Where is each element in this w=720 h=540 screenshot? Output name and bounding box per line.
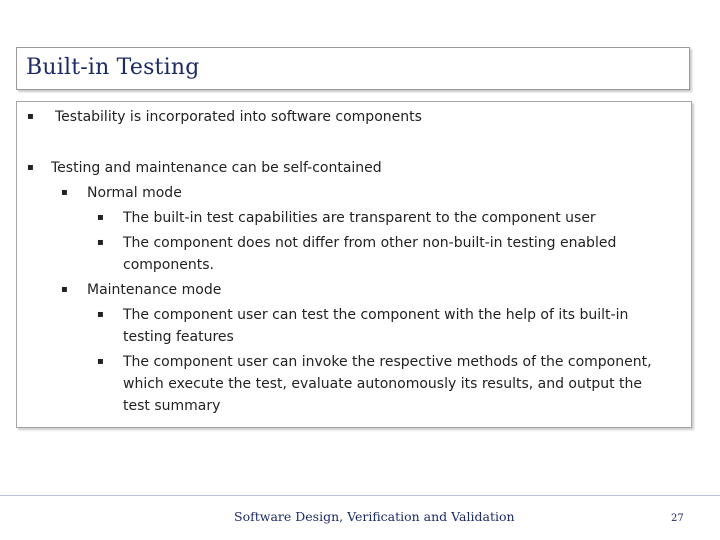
bullet-marker: ▪ — [27, 111, 34, 122]
footer-divider — [0, 495, 720, 496]
bullet-text: Testing and maintenance can be self-contained — [51, 160, 382, 176]
footer-course-title: Software Design, Verification and Validation — [234, 509, 515, 524]
sub-sub-bullet-text-continued: test summary — [123, 398, 221, 414]
sub-sub-bullet-text: The component does not differ from other non-built-in testing enabled — [123, 235, 617, 251]
page-number: 27 — [671, 513, 684, 524]
sub-sub-bullet-text: The component user can test the component with the help of its built-in — [123, 307, 629, 323]
sub-sub-bullet-text: The built-in test capabilities are transparent to the component user — [123, 210, 596, 226]
title-box — [16, 47, 690, 90]
bullet-marker: ▪ — [27, 162, 34, 173]
sub-bullet-text: Normal mode — [87, 185, 182, 201]
sub-sub-bullet-marker: ▪ — [97, 237, 104, 248]
sub-sub-bullet-text-continued: components. — [123, 257, 214, 273]
sub-sub-bullet-text-continued: testing features — [123, 329, 234, 345]
sub-bullet-marker: ▪ — [61, 284, 68, 295]
content-box — [16, 101, 692, 428]
slide-title: Built-in Testing — [26, 55, 200, 80]
sub-sub-bullet-marker: ▪ — [97, 309, 104, 320]
sub-sub-bullet-marker: ▪ — [97, 356, 104, 367]
sub-bullet-text: Maintenance mode — [87, 282, 222, 298]
sub-bullet-marker: ▪ — [61, 187, 68, 198]
sub-sub-bullet-text-continued: which execute the test, evaluate autonomously its results, and output the — [123, 376, 643, 392]
sub-sub-bullet-marker: ▪ — [97, 212, 104, 223]
sub-sub-bullet-text: The component user can invoke the respective methods of the component, — [123, 354, 652, 370]
bullet-text: Testability is incorporated into software components — [55, 109, 422, 125]
